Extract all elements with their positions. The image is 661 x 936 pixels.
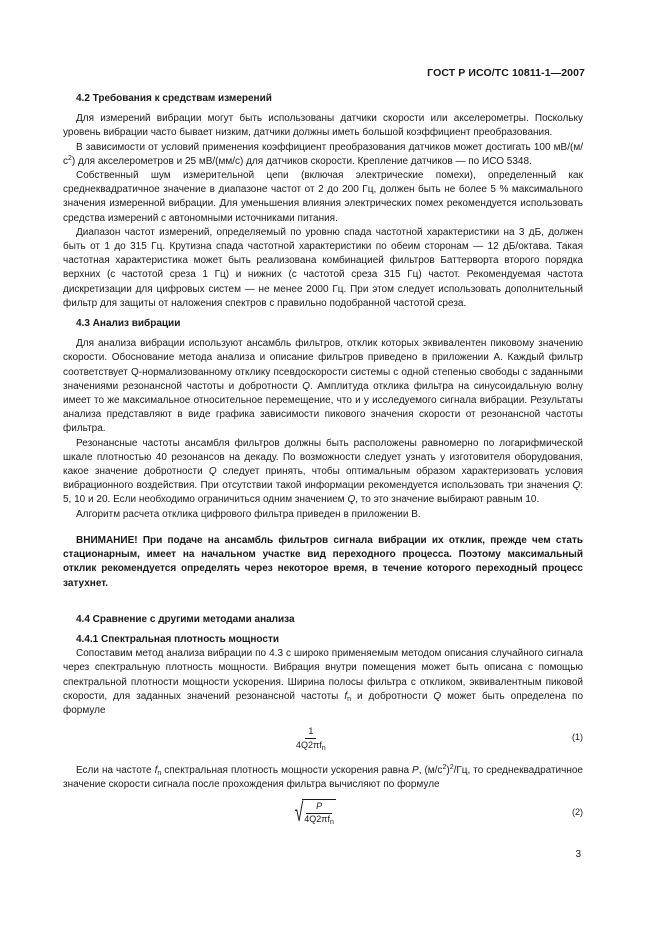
s42-paragraph-2: В зависимости от условий применения коэффициент преобразования датчиков может достигать 100 $мВ/(м/с^2)$ для акселерометров и 25 мВ/(мм/с) для датчиков скорости. Крепление датчиков — по ИСО 5348. xyxy=(63,141,583,167)
s441-paragraph-2: Если на частоте $f_n$ спектральная плотность мощности ускорения равна P, $(м/с^2)^2/Гц$, то среднеквадратичное значение скорости сигнала после прохождения фильтра вычисляют по формуле xyxy=(63,764,583,791)
formula-2 xyxy=(63,796,583,833)
formula-1 xyxy=(63,724,583,758)
section-4-4-1-title: 4.4.1 Спектральная плотность мощности xyxy=(76,633,279,645)
s42-paragraph-3: Собственный шум измерительной цепи (включая электрические помехи), определенный как среднеквадратичное значение в диапазоне частот от 2 до 200 Гц, должен быть не более 5 % максимального значения измеренной вибрации. Для уменьшения влияния электрических помех рекомендуется использовать средства измерений с автономными источниками питания. xyxy=(63,170,583,224)
section-4-3-title: 4.3 Анализ вибрации xyxy=(76,318,181,330)
formula-2-sqrt: √ $\frac{P}{4Q2\pi f_n}$ xyxy=(294,796,334,827)
page-number: 3 xyxy=(575,849,581,860)
s43-paragraph-2: Резонансные частоты ансамбля фильтров должны быть расположены равномерно по логарифмической шкале плотностью 40 резонансов на декаду. По возможности следует узнать у изготовителя оборудования, какое значение добротности Q следует принять, чтобы оптимальным образом характеризовать условия вибрационного воздействия. При отсутствии такой информации рекомендуется использовать три значения Q: 5, 10 и 20. Если необходимо ограничиться одним значением Q, то это значение выбирают равным 10. xyxy=(63,437,583,506)
formula-2-number: (2) xyxy=(572,806,583,817)
s42-paragraph-4: Диапазон частот измерений, определяемый по уровню спада частотной характеристики на 3 дБ, должен быть от 1 до 315 Гц. Крутизна спада частотной характеристики по обеим сторонам — 12 дБ/октава. Такая частотная характеристика может быть реализована комбинацией фильтров Баттерворта второго порядка верхних (с частотой среза 1 Гц) и нижних (с частотой среза 315 Гц) частот. Рекомендуемая частота дискретизации для цифровых систем — не менее 2000 Гц. При этом следует использовать дополнительный фильтр для защиты от наложения спектров с правильно подобранной частотой среза. xyxy=(63,226,583,309)
s42-paragraph-1: Для измерений вибрации могут быть использованы датчики скорости или акселерометры. Поскольку уровень вибрации часто бывает низким, датчики должны иметь большой коэффициент преобразования. xyxy=(63,113,583,139)
s43-paragraph-1: Для анализа вибрации используют ансамбль фильтров, отклик которых эквивалентен пиковому значению скорости. Обоснование метода анализа и описание фильтров приведено в приложении А. Каждый фильтр соответствует Q-нормализованному отклику псевдоскорости системы с одной степенью свободы с заданными значениями резонансной частоты и добротности Q. Амплитуда отклика фильтра на синусоидальную волну имеет то же максимальное относительное перемещение, что и у исследуемого сигнала вибрации. Результаты анализа представляют в виде графика зависимости пикового значения скорости от резонансной частоты фильтра. xyxy=(63,338,583,435)
document-body xyxy=(63,92,583,839)
document-header: ГОСТ Р ИСО/ТС 10811-1—2007 xyxy=(427,67,585,79)
s43-paragraph-3: Алгоритм расчета отклика цифрового фильтра приведен в приложении В. xyxy=(76,508,421,520)
section-4-2-title: 4.2 Требования к средствам измерений xyxy=(76,93,272,104)
formula-1-fraction: 1 $4Q2\pi f_n$ xyxy=(296,726,326,753)
formula-1-number: (1) xyxy=(572,732,583,743)
s441-paragraph-1: Сопоставим метод анализа вибрации по 4.3 с широко применяемым методом описания случайного сигнала через спектральную плотность мощности. Вибрация внутри помещения может быть описана с помощью спектральной плотности мощности ускорения. Ширина полосы фильтра с откликом, эквивалентным пиковой скорости, для заданных значений резонансной частоты $f_n$ и добротности Q может быть определена по формуле xyxy=(63,648,584,716)
section-4-4-title: 4.4 Сравнение с другими методами анализа xyxy=(76,613,295,625)
warning-note: ВНИМАНИЕ! При подаче на ансамбль фильтров сигнала вибрации их отклик, прежде чем стать стационарным, имеет на начальном участке вид переходного процесса. Поэтому максимальный отклик рекомендуется определять через некоторое время, в течение которого переходный процесс затухнет. xyxy=(63,534,583,589)
